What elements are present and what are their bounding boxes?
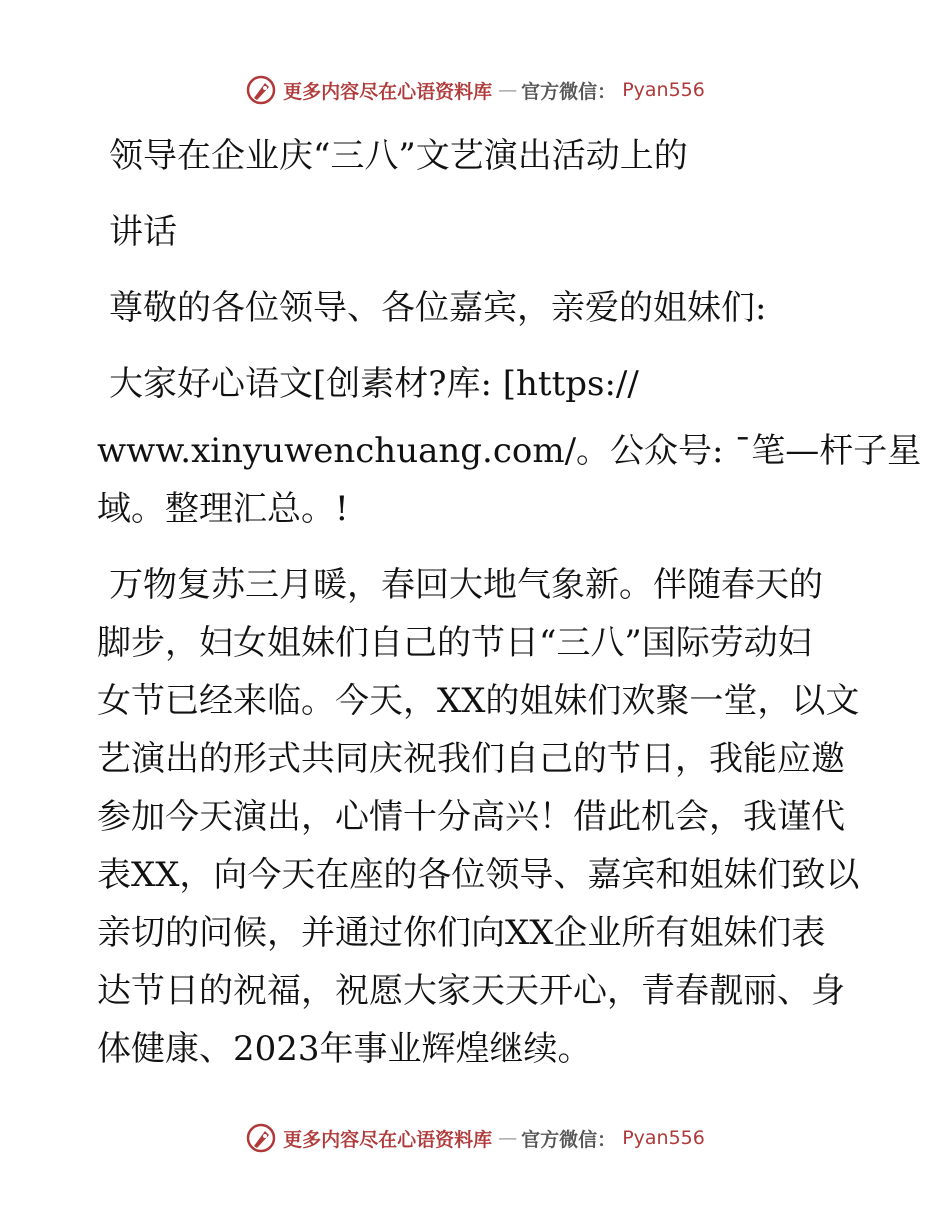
watermark-wechat-id: Pyan556 — [622, 1127, 705, 1149]
watermark-official-label: 官方微信： — [521, 80, 617, 103]
body-line: 艺演出的形式共同庆祝我们自己的节日，我能应邀 — [97, 739, 845, 779]
body-line: 亲切的问候，并通过你们向XX企业所有姐妹们表 — [97, 913, 826, 953]
body-line: 脚步，妇女姐妹们自己的节日“三八”国际劳动妇 — [97, 623, 812, 663]
body-line: 女节已经来临。今天，XX的姐妹们欢聚一堂，以文 — [97, 681, 860, 721]
header-watermark — [0, 70, 950, 110]
body-line: 达节日的祝福，祝愿大家天天开心，青春靓丽、身 — [97, 971, 845, 1011]
watermark-separator: — — [498, 1127, 516, 1149]
document-salutation: 尊敬的各位领导、各位嘉宾，亲爱的姐妹们: — [109, 288, 767, 328]
watermark-text: 更多内容尽在心语资料库 — [283, 1128, 493, 1151]
watermark-separator: — — [498, 79, 516, 101]
greeting-line: 域。整理汇总。! — [97, 489, 349, 529]
body-line: 体健康、2023年事业辉煌继续。 — [97, 1029, 592, 1069]
pen-nib-icon — [245, 74, 277, 106]
greeting-line: www.xinyuwenchuang.com/。公众号: ¯笔—杆子星 — [97, 431, 922, 471]
body-line: 万物复苏三月暖，春回大地气象新。伴随春天的 — [109, 565, 823, 605]
body-line: 参加今天演出，心情十分高兴！借此机会，我谨代 — [97, 797, 845, 837]
document-body — [97, 118, 922, 1078]
greeting-line: 大家好心语文[创素材?库: [https:// — [109, 364, 639, 404]
watermark-official-label: 官方微信： — [521, 1128, 617, 1151]
paragraph-gap — [97, 538, 857, 556]
footer-watermark — [0, 1118, 950, 1158]
document-title-line-2: 讲话 — [109, 212, 177, 252]
body-line: 表XX，向今天在座的各位领导、嘉宾和姐妹们致以 — [97, 855, 860, 895]
watermark-wechat-id: Pyan556 — [622, 79, 705, 101]
watermark-text: 更多内容尽在心语资料库 — [283, 80, 493, 103]
pen-nib-icon — [245, 1122, 277, 1154]
document-title-line-1: 领导在企业庆“三八”文艺演出活动上的 — [109, 136, 688, 176]
